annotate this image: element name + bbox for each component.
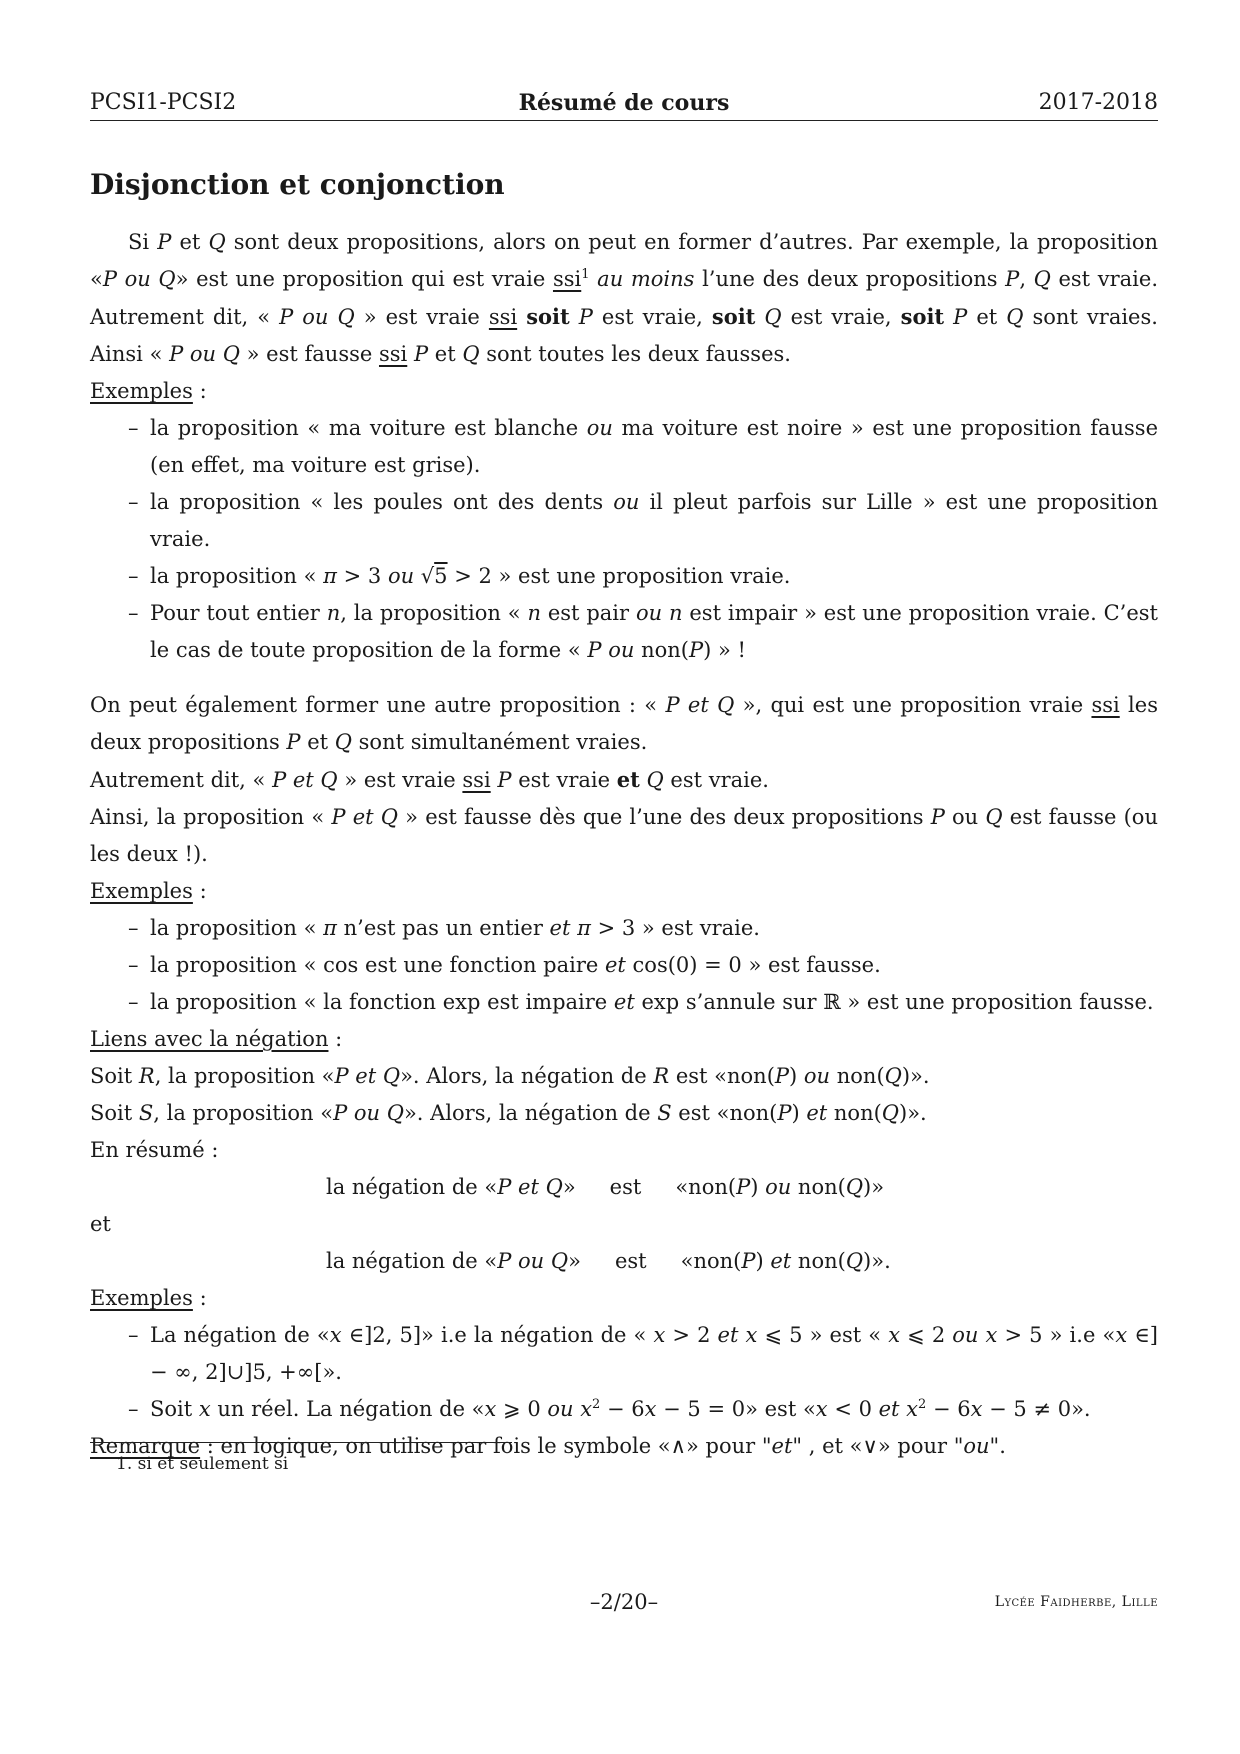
paragraph: Soit R, la proposition «P et Q». Alors, la négation de R est «non(P) ou non(Q)». [90,1064,930,1088]
paragraph: Si P et Q sont deux propositions, alors on peut en former d’autres. Par exemple, la proposition «P ou Q» est une proposition qui est vraie ssi$^1$ au moins l’une des deux propositions P, Q est vraie. Autrement dit, « P ou Q » est vraie ssi soit P est vraie, soit Q est vraie, soit P et Q sont vraies. Ainsi « P ou Q » est fausse ssi P et Q sont toutes les deux fausses. [90,230,1158,366]
paragraph: Soit S, la proposition «P ou Q». Alors, la négation de S est «non(P) et non(Q)». [90,1101,927,1125]
paragraph: Autrement dit, « P et Q » est vraie ssi P est vraie et Q est vraie. [90,767,769,792]
section-body [90,224,1158,1465]
display-formula: la négation de «P ou Q» est «non(P) et non(Q)». [326,1249,891,1273]
list-item: – la proposition « π n’est pas un entier et π > 3 » est vraie. [150,910,1158,947]
school-name: Lycée Faidherbe, Lille [994,1594,1158,1610]
list-item: – la proposition « π > 3 ou √5 > 2 » est une proposition vraie. [150,558,1158,595]
list-item: – La négation de «x ∈]2, 5]» i.e la négation de « x > 2 et x ⩽ 5 » est « x ⩽ 2 ou x > 5 » i.e «x ∈] − ∞, 2]∪]5, +∞[». [150,1317,1158,1391]
spacer [90,669,1158,687]
page-number: –2/20– [589,1590,659,1614]
remark: Remarque : en logique, on utilise par fois le symbole «∧» pour "et" , et «∨» pour "ou". [90,1434,1006,1458]
header-class: PCSI1-PCSI2 [90,90,237,115]
negation-heading: Liens avec la négation : [90,1027,343,1051]
header-title: Résumé de cours [518,90,730,116]
footnote-rule [90,1442,512,1443]
examples-heading: Exemples : [90,879,207,903]
header-rule [90,120,1158,121]
list-item: – la proposition « ma voiture est blanche ou ma voiture est noire » est une proposition fausse (en effet, ma voiture est grise). [150,410,1158,484]
list-item: – la proposition « la fonction exp est impaire et exp s’annule sur ℝ » est une proposition fausse. [150,984,1158,1021]
section-title: Disjonction et conjonction [90,168,505,201]
paragraph: En résumé : [90,1138,219,1162]
paragraph: et [90,1212,111,1236]
page-header [90,90,1158,118]
footnote: 1. si et seulement si [116,1454,289,1474]
display-formula: la négation de «P et Q» est «non(P) ou non(Q)» [326,1175,885,1199]
header-year: 2017-2018 [1038,90,1158,115]
document-page [90,0,1158,1754]
paragraph: Ainsi, la proposition « P et Q » est fausse dès que l’une des deux propositions P ou Q est fausse (ou les deux !). [90,805,1158,866]
list-item: – la proposition « les poules ont des dents ou il pleut parfois sur Lille » est une proposition vraie. [150,484,1158,558]
list-item: – Pour tout entier n, la proposition « n est pair ou n est impair » est une proposition vraie. C’est le cas de toute proposition de la forme « P ou non(P) » ! [150,595,1158,669]
examples-list [90,1317,1158,1428]
list-item: – la proposition « cos est une fonction paire et cos(0) = 0 » est fausse. [150,947,1158,984]
paragraph: On peut également former une autre proposition : « P et Q », qui est une proposition vraie ssi les deux propositions P et Q sont simultanément vraies. [90,693,1158,754]
examples-list [90,910,1158,1021]
list-item: – Soit x un réel. La négation de «x ⩾ 0 ou $x^2 - 6x - 5 = 0$» est «x < 0 et $x^2 - 6x - 5 \ne 0$». [150,1391,1158,1428]
examples-heading: Exemples : [90,1286,207,1310]
examples-heading: Exemples : [90,379,207,403]
examples-list [90,410,1158,669]
